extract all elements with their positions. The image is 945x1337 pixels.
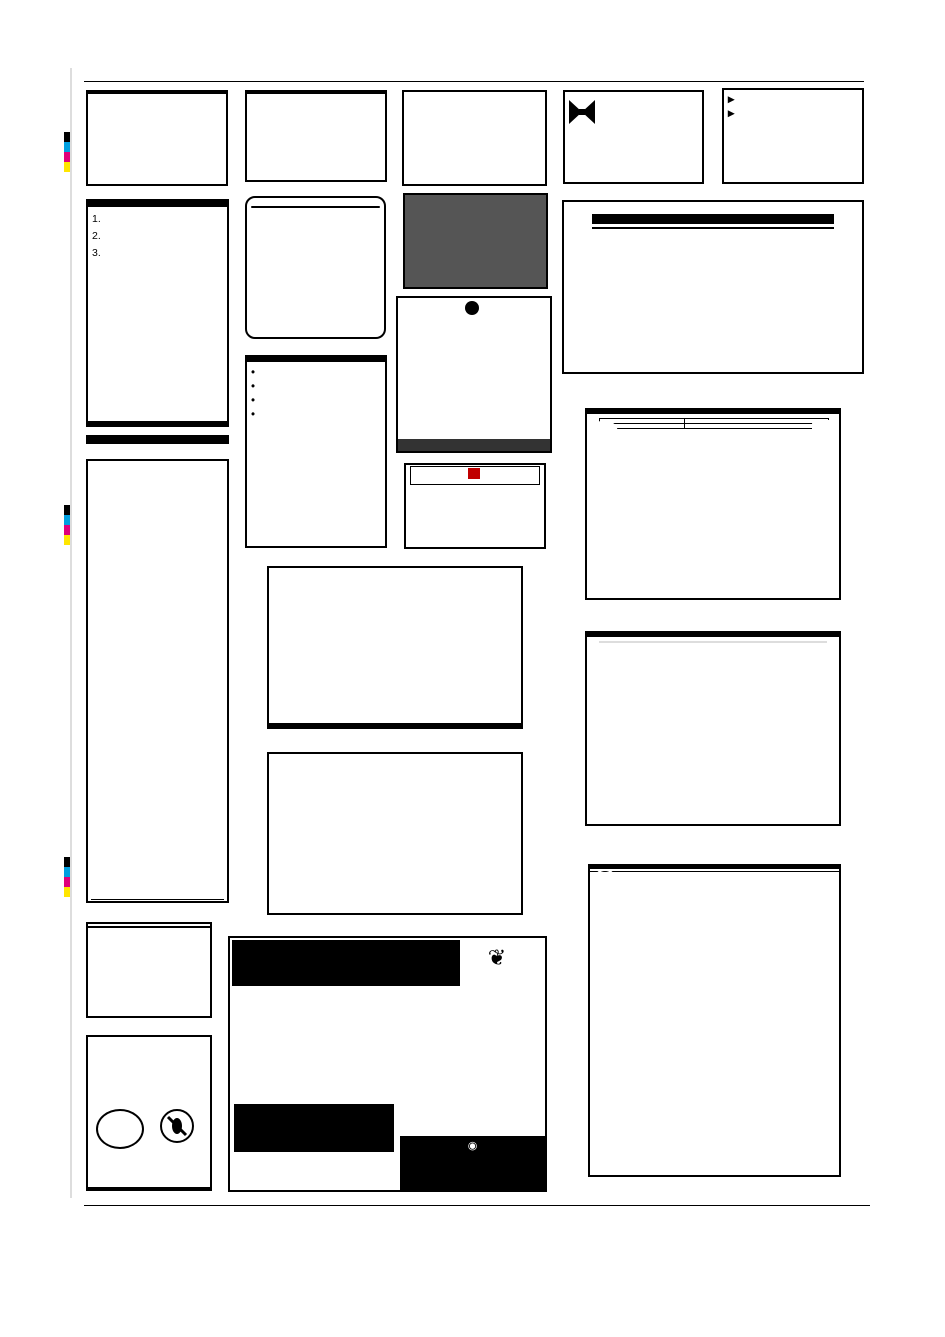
page-header: [84, 64, 864, 82]
ad-job-openings: [245, 90, 387, 182]
tender-signature: [590, 874, 839, 888]
resume-block: [234, 1104, 394, 1152]
warranty-badge: [96, 1109, 144, 1149]
ad-title: [587, 633, 839, 637]
bowtie-icon: [569, 98, 595, 126]
ad-public-notice: [86, 459, 229, 903]
registration-block: [592, 227, 834, 229]
ad-doctors-hall: [267, 752, 523, 915]
ad-csi-hospital: [585, 631, 841, 826]
ad-supermarket: [403, 193, 548, 289]
contact-bar: [88, 421, 227, 425]
teacher-item: 2.: [92, 230, 101, 242]
phone-number: [88, 926, 210, 928]
position-item: •: [251, 409, 256, 421]
salary-note: [398, 439, 550, 451]
govt-emblem-icon: [594, 869, 616, 891]
brand-name: [410, 466, 540, 485]
wheat-icon: ❦: [487, 945, 507, 970]
ad-wanted-teachers: [86, 199, 229, 427]
galore-logo: [452, 944, 542, 972]
we-are-hiring: [232, 940, 460, 986]
requires-block: [599, 641, 827, 643]
position-item: •: [251, 395, 256, 407]
page-footer: [84, 1205, 870, 1208]
ad-site-sale: [86, 922, 212, 1018]
teacher-item: 1.: [92, 213, 101, 225]
college-emblem-icon: [592, 420, 618, 446]
hall-body: [269, 754, 521, 756]
quota-table: [599, 418, 829, 429]
ad-body: [247, 208, 384, 214]
ad-wanted-honda: [722, 88, 864, 184]
college-emblem-icon: [812, 420, 834, 446]
notice-signature: [88, 463, 227, 471]
ad-aura-plyclub: [86, 1035, 212, 1191]
ad-pu-college: [245, 355, 387, 548]
position-item: ▸: [728, 106, 735, 120]
ad-galore-inn: [228, 936, 547, 1192]
disclaimer-text: [406, 486, 544, 488]
college-header: [587, 410, 839, 414]
brand-icon: [465, 301, 479, 315]
hotel-address: [400, 1136, 545, 1190]
ad-corner-site: [86, 90, 228, 186]
ad-acupressure: [562, 200, 864, 374]
notice-date-place: [91, 899, 224, 900]
ad-blazers: [563, 90, 704, 184]
position-item: ▸: [728, 92, 735, 106]
borer-proof-icon: [160, 1109, 194, 1143]
ad-rooms-rent: [245, 196, 386, 339]
ayurveda-header: [590, 866, 839, 869]
ad-title: [247, 92, 385, 94]
ad-vidyavardhaka: [585, 408, 841, 600]
quota-value: [685, 424, 829, 429]
location-pin-icon: ◉: [467, 1140, 478, 1152]
ad-santhosh-shelters: [267, 566, 523, 729]
aura-phone-bar: [88, 1187, 210, 1189]
brand-name: [398, 298, 550, 320]
ad-header-block: [592, 214, 834, 224]
santhosh-body: [269, 568, 521, 570]
teacher-item: 3.: [92, 247, 101, 259]
ad-title: [88, 92, 226, 94]
position-item: •: [251, 367, 256, 379]
ad-building-construction: [402, 90, 547, 186]
ad-govt-ayurveda: [588, 864, 841, 1177]
ad-disclaimer: [404, 463, 546, 549]
margin-rule: [70, 68, 72, 1198]
ad-nakhsha: [396, 296, 552, 453]
company-bar: [269, 723, 521, 727]
brand-logo-icon: [468, 468, 480, 479]
position-item: •: [251, 381, 256, 393]
divider-bar: [86, 435, 229, 444]
